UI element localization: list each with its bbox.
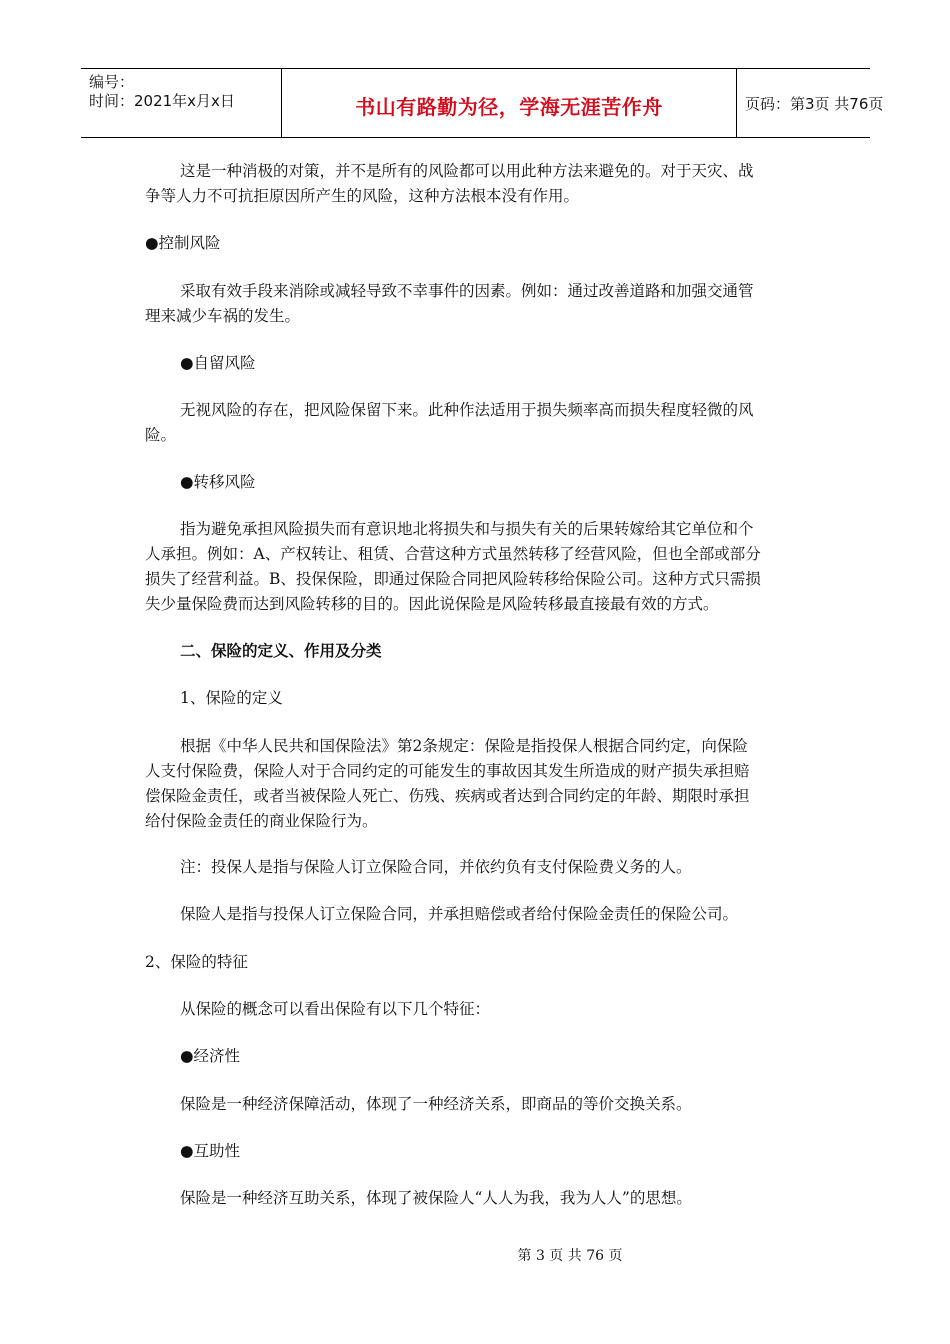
date-label: 时间：2021年x月x日 [89, 92, 235, 110]
bullet-heading: ●经济性 [180, 1047, 241, 1065]
paragraph-line: 这是一种消极的对策，并不是所有的风险都可以用此种方法来避免的。对于天灾、战 [180, 162, 754, 180]
paragraph-line: 险。 [145, 426, 177, 444]
bullet-heading: ●互助性 [180, 1142, 241, 1160]
paragraph-line: 人承担。例如：A、产权转让、租赁、合营这种方式虽然转移了经营风险，但也全部或部分 [145, 545, 761, 563]
paragraph-line: 争等人力不可抗拒原因所产生的风险，这种方法根本没有作用。 [145, 187, 580, 205]
bullet-heading: ●控制风险 [145, 234, 221, 252]
paragraph-line: 采取有效手段来消除或减轻导致不幸事件的因素。例如：通过改善道路和加强交通管 [180, 282, 754, 300]
paragraph-line: 人支付保险费，保险人对于合同约定的可能发生的事故因其发生所造成的财产损失承担赔 [145, 762, 750, 780]
paragraph-line: 理来减少车祸的发生。 [145, 307, 301, 325]
paragraph-line: 从保险的概念可以看出保险有以下几个特征： [180, 1000, 491, 1018]
header-motto-cell [282, 69, 737, 137]
paragraph-line: 指为避免承担风险损失而有意识地北将损失和与损失有关的后果转嫁给其它单位和个 [180, 520, 754, 538]
header-page-cell [737, 69, 884, 137]
paragraph-line: 根据《中华人民共和国保险法》第2条规定：保险是指投保人根据合同约定，向保险 [180, 737, 748, 755]
motto: 书山有路勤为径，学海无涯苦作舟 [355, 95, 663, 119]
paragraph-line: 无视风险的存在，把风险保留下来。此种作法适用于损失频率高而损失程度轻微的风 [180, 401, 754, 419]
paragraph-line: 偿保险金责任，或者当被保险人死亡、伤残、疾病或者达到合同约定的年龄、期限时承担 [145, 787, 750, 805]
page-header [81, 68, 884, 138]
paragraph-line: 给付保险金责任的商业保险行为。 [145, 812, 378, 830]
bullet-heading: ●自留风险 [180, 354, 256, 372]
paragraph-line: 损失了经营利益。B、投保保险，即通过保险合同把风险转移给保险公司。这种方式只需损 [145, 570, 761, 588]
subsection-heading: 1、保险的定义 [180, 689, 283, 707]
note-line: 保险人是指与投保人订立保险合同，并承担赔偿或者给付保险金责任的保险公司。 [180, 905, 739, 923]
page-footer: 第 3 页 共 76 页 [517, 1248, 623, 1264]
subsection-heading: 2、保险的特征 [145, 953, 248, 971]
paragraph-line: 失少量保险费而达到风险转移的目的。因此说保险是风险转移最直接最有效的方式。 [145, 595, 719, 613]
paragraph-line: 保险是一种经济保障活动，体现了一种经济关系，即商品的等价交换关系。 [180, 1095, 692, 1113]
header-meta-cell [81, 69, 282, 137]
code-label: 编号： [89, 73, 135, 91]
page-info: 页码：第3页 共76页 [745, 95, 884, 113]
bullet-heading: ●转移风险 [180, 473, 256, 491]
paragraph-line: 保险是一种经济互助关系，体现了被保险人“人人为我，我为人人”的思想。 [180, 1189, 692, 1207]
section-heading: 二、保险的定义、作用及分类 [180, 642, 382, 660]
note-line: 注：投保人是指与保险人订立保险合同，并依约负有支付保险费义务的人。 [180, 858, 692, 876]
